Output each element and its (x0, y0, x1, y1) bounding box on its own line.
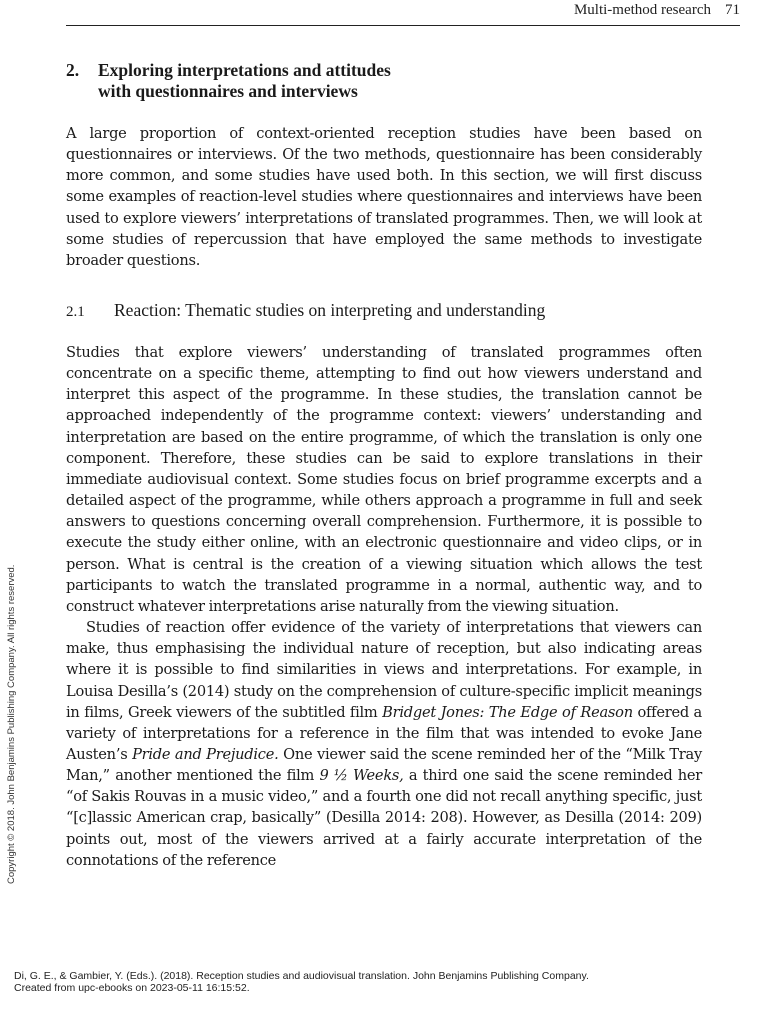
page-footer (14, 971, 589, 994)
section-title-line2: with questionnaires and interviews (98, 81, 358, 101)
subsection-body (66, 342, 702, 871)
paragraph-2: Studies that explore viewers’ understanding of translated programmes often concentrate on a specific theme, attempting to find out how viewers understand and interpret this aspect of the programme. In these studies, the translation cannot be approached independently of the programme context: viewers’ understanding and interpretation are based on the entire programme, of which the translation is only one component. Therefore, these studies can be said to explore translations in their immediate audiovisual context. Some studies focus on brief programme excerpts and a detailed aspect of the programme, while others approach a programme in full and seek answers to questions concerning overall comprehension. Furthermore, it is possible to execute the study either online, with an electronic questionnaire and video clips, or in person. What is central is the creation of a viewing situation which allows the test participants to watch the translated programme in a normal, authentic way, and to construct whatever interpretations arise naturally from the viewing situation. (66, 344, 702, 615)
paragraph-1: A large proportion of context-oriented reception studies have been based on questionnaires or interviews. Of the two methods, questionnaire has been considerably more common, and some studies have used both. In this section, we will first discuss some examples of reaction-level studies where questionnaires and interviews have been used to explore viewers’ interpretations of translated programmes. Then, we will look at some studies of repercussion that have employed the same methods to investigate broader questions. (66, 125, 702, 269)
paragraph-3-part-4: a third one said the scene reminded her “of Sakis Rouvas in a music video,” and a fourth one did not recall anything specific, just “[c]lassic American crap, basically” (Desilla 2014: 208). However, as Desilla (2014: 209) points out, most of the viewers arrived at a fairly accurate interpretation of the connotations of the reference (66, 767, 702, 869)
section-title-line1: Exploring interpretations and attitudes (98, 60, 391, 80)
page-header (66, 0, 740, 26)
section-number: 2. (66, 60, 80, 80)
film-title-bridget-jones: Bridget Jones: The Edge of Reason (382, 703, 633, 721)
footer-citation: Di, G. E., & Gambier, Y. (Eds.). (2018). Reception studies and audiovisual translation. John Benjamins Publishing Company. (14, 970, 589, 982)
paragraph-3-part-1: Studies of reaction offer evidence of the variety of interpretations that viewers can make, thus emphasising the individual nature of reception, but also indicating areas where it is possible to find similarities in views and interpretations. For example, in Louisa Desilla’s (2014) study on the comprehension of culture-specific implicit meanings in films, Greek viewers of the subtitled film (66, 619, 702, 721)
paragraph-3 (66, 617, 702, 871)
page-number: 71 (725, 2, 740, 18)
subsection-title: Reaction: Thematic studies on interpreting and understanding (114, 300, 546, 320)
section-heading (66, 60, 391, 102)
side-copyright-notice: Copyright © 2018. John Benjamins Publishing Company. All rights reserved. (6, 564, 17, 884)
running-head (574, 2, 740, 19)
film-title-9-half-weeks: 9 ½ Weeks, (319, 767, 404, 785)
paragraph-3-part-2: offered a variety of interpretations for a reference in the film that was intended to evoke Jane Austen’s (66, 703, 702, 763)
paragraph-3-part-3: One viewer said the scene reminded her of the “Milk Tray Man,” another mentioned the film (66, 745, 702, 785)
running-title: Multi-method research (573, 2, 711, 18)
subsection-number: 2.1 (66, 304, 85, 320)
subsection-heading (66, 300, 545, 321)
footer-created: Created from upc-ebooks on 2023-05-11 16:15:52. (14, 981, 250, 994)
intro-paragraph (66, 123, 702, 271)
book-title-pride-and-prejudice: Pride and Prejudice. (132, 745, 279, 763)
